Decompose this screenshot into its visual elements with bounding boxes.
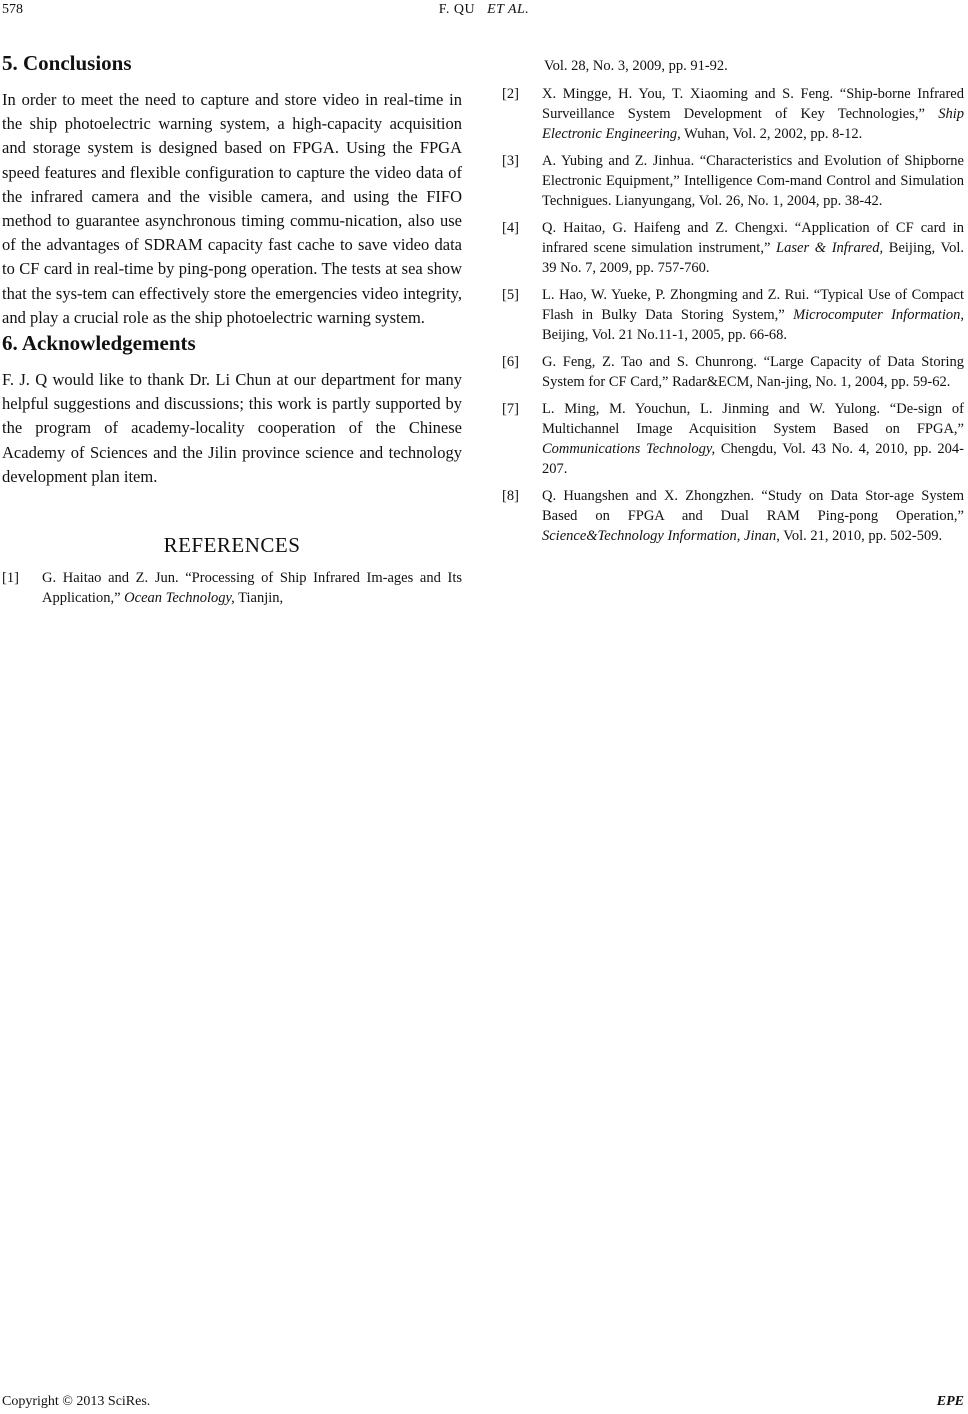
reference-text: Q. Haitao, G. Haifeng and Z. Chengxi. “Application of CF card in infrared scene simulation instrument,” Laser & Infrared, Beijing, Vol. 39 No. 7, 2009, pp. 757-760. <box>542 220 964 276</box>
acknowledgements-text: F. J. Q would like to thank Dr. Li Chun at our department for many helpful suggestions and discussions; this work is partly supported by the program of academy-locality cooperation of the Chinese Academy of Sciences and the Jilin province science and technology development plan item. <box>2 370 462 486</box>
running-head <box>0 2 968 18</box>
acknowledgements-heading: 6. Acknowledgements <box>2 331 196 356</box>
reference-text: Q. Huangshen and X. Zhongzhen. “Study on Data Stor-age System Based on FPGA and Dual RAM Ping-pong Operation,” Science&Technology Information, Jinan, Vol. 21, 2010, pp. 502-509. <box>542 488 964 544</box>
reference-number: [4] <box>502 220 519 236</box>
reference-number: [7] <box>502 401 519 417</box>
reference-item <box>502 399 964 479</box>
reference-journal: Science&Technology Information, Jinan <box>542 528 777 544</box>
reference-continuation: Vol. 28, No. 3, 2009, pp. 91-92. <box>544 58 728 74</box>
reference-item <box>502 218 964 278</box>
reference-journal: Ocean Technology, <box>124 590 235 607</box>
reference-journal: Laser & Infrared, <box>776 240 884 256</box>
right-column <box>502 56 964 553</box>
reference-text: A. Yubing and Z. Jinhua. “Characteristics and Evolution of Shipborne Electronic Equipment,” Intelligence Com-mand Control and Simulation Technigues. Lianyungang, Vol. 26, No. 1, 2004, pp. 38-42. <box>542 153 964 209</box>
journal-abbreviation: EPE <box>936 1394 964 1409</box>
reference-number: [6] <box>502 354 519 370</box>
copyright-notice: Copyright © 2013 SciRes. <box>2 1394 151 1409</box>
conclusions-heading: 5. Conclusions <box>2 51 132 75</box>
reference-item <box>502 285 964 345</box>
reference-text: G. Feng, Z. Tao and S. Chunrong. “Large Capacity of Data Storing System for CF Card,” Radar&ECM, Nan-jing, No. 1, 2004, pp. 59-62. <box>542 354 964 390</box>
page-number: 578 <box>2 2 23 17</box>
reference-item <box>502 84 964 144</box>
reference-item <box>502 352 964 392</box>
reference-text: G. Haitao and Z. Jun. “Processing of Ship Infrared Im-ages and Its Application,” Ocean Technology, Tianjin, <box>42 570 462 607</box>
reference-number: [8] <box>502 488 519 504</box>
reference-text: L. Ming, M. Youchun, L. Jinming and W. Yulong. “De-sign of Multichannel Image Acquisition System Based on FPGA,” Communications Technology, Chengdu, Vol. 43 No. 4, 2010, pp. 204-207. <box>542 401 964 477</box>
reference-number: [2] <box>502 86 519 102</box>
conclusions-text: In order to meet the need to capture and store video in real-time in the ship photoelectric warning system, a high-capacity acquisition and storage system is designed based on FPGA. Using the FPGA speed features and flexible configuration to capture the video data of the infrared camera and the visible camera, and using the FIFO method to guarantee asynchronous timing commu-nication, also use of the advantages of SDRAM capacity fast cache to save video data to CF card in real-time by ping-pong operation. The tests at sea show that the sys-tem can effectively store the emergencies video integrity, and play a crucial role as the ship photoelectric warning system. <box>2 90 462 327</box>
reference-text: L. Hao, W. Yueke, P. Zhongming and Z. Rui. “Typical Use of Compact Flash in Bulky Data Storing System,” Microcomputer Information, Beijing, Vol. 21 No.11-1, 2005, pp. 66-68. <box>542 287 964 343</box>
reference-text: X. Mingge, H. You, T. Xiaoming and S. Feng. “Ship-borne Infrared Surveillance System Development of Key Technologies,” Ship Electronic Engineering, Wuhan, Vol. 2, 2002, pp. 8-12. <box>542 86 964 142</box>
reference-number: [1] <box>2 570 19 587</box>
reference-item <box>502 151 964 211</box>
reference-journal: Communications Technology, <box>542 441 716 457</box>
reference-number: [3] <box>502 153 519 169</box>
reference-item <box>502 486 964 546</box>
reference-number: [5] <box>502 287 519 303</box>
reference-journal: Ship Electronic Engineering <box>542 106 964 142</box>
running-head-author: F. QU <box>438 2 476 17</box>
reference-item <box>2 568 462 608</box>
left-column <box>2 50 462 615</box>
reference-journal: Microcomputer Information, <box>793 307 964 323</box>
running-head-et-al: ET AL. <box>487 2 530 17</box>
references-heading: REFERENCES <box>163 533 301 558</box>
